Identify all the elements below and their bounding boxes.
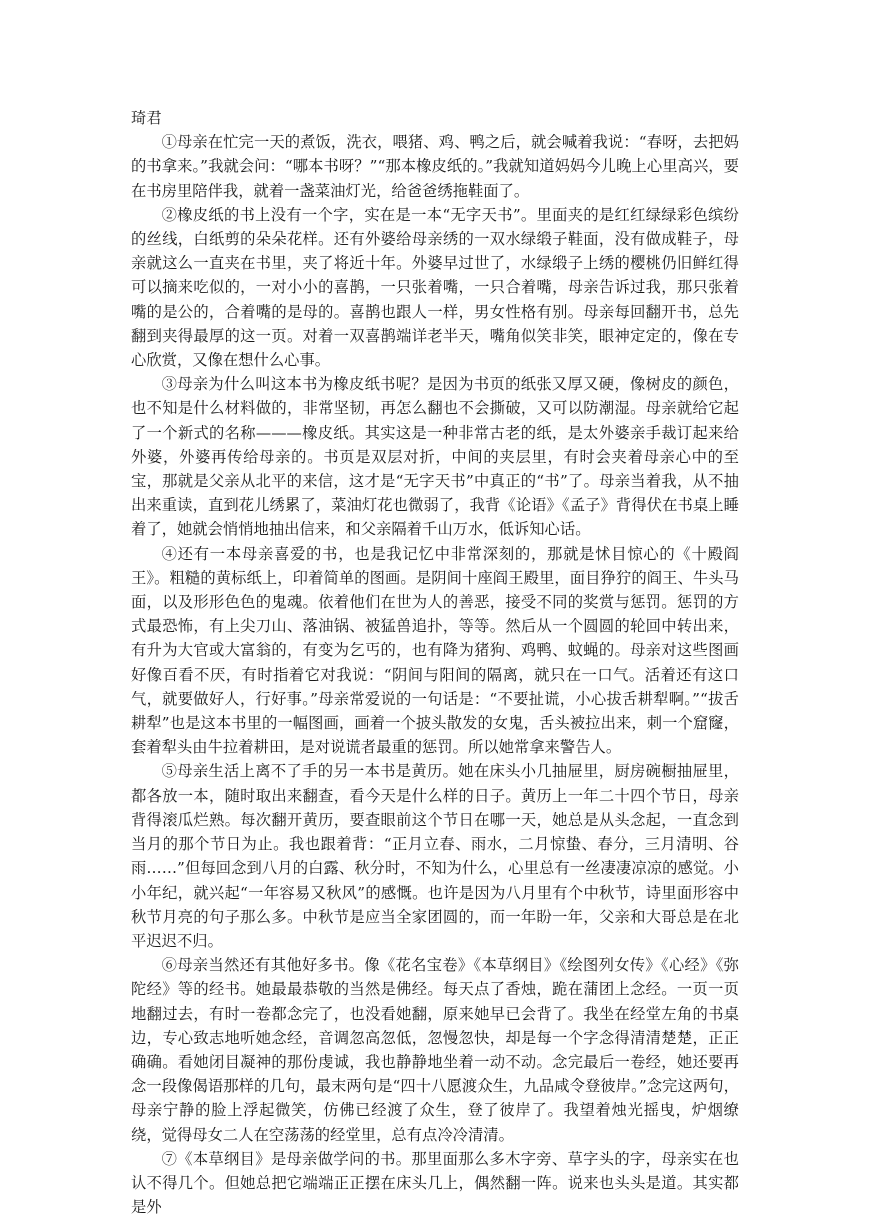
author-name: 琦君 <box>131 109 162 127</box>
paragraph-6: ⑥母亲当然还有其他好多书。像《花名宝卷》《本草纲目》《绘图列女传》《心经》《弥陀经》等的经书。她最最恭敬的当然是佛经。每天点了香烛，跪在蒲团上念经。一页一页地翻过去，有时一卷都念完了，也没看她翻，原来她早已会背了。我坐在经堂左角的书桌边，专心致志地听她念经，音调忽高忽低，忽慢忽快，却是每一个字念得清清楚楚，正正确确。看她闭目凝神的那份虔诚，我也静静地坐着一动不动。念完最后一卷经，她还要再念一段像偈语那样的几句，最末两句是“四十八愿渡众生，九品咸令登彼岸。”念完这两句，母亲宁静的脸上浮起微笑，仿佛已经渡了众生，登了彼岸了。我望着烛光摇曳，炉烟缭绕，觉得母女二人在空荡荡的经堂里，总有点冷冷清清。 <box>131 956 739 1144</box>
paragraph-4: ④还有一本母亲喜爱的书，也是我记忆中非常深刻的，那就是怵目惊心的《十殿阎王》。粗糙的黄标纸上，印着简单的图画。是阴间十座阎王殿里，面目狰狞的阎王、牛头马面，以及形形色色的鬼魂。依着他们在世为人的善恶，接受不同的奖赏与惩罚。惩罚的方式最恐怖，有上尖刀山、落油锅、被猛兽追扑，等等。然后从一个圆圆的轮回中转出来，有升为大官或大富翁的，有变为乞丐的，也有降为猪狗、鸡鸭、蚊蝇的。母亲对这些图画好像百看不厌，有时指着它对我说：“阴间与阳间的隔离，就只在一口气。活着还有这口气，就要做好人，行好事。”母亲常爱说的一句话是：“不要扯谎，小心拔舌耕犁啊。”“拔舌耕犁”也是这本书里的一幅图画，画着一个披头散发的女鬼，舌头被拉出来，刺一个窟窿，套着犁头由牛拉着耕田，是对说谎者最重的惩罚。所以她常拿来警告人。 <box>131 544 739 757</box>
paragraph-7: ⑦《本草纲目》是母亲做学问的书。那里面那么多木字旁、草字头的字，母亲实在也认不得几个。但她总把它端端正正摆在床头几上，偶然翻一阵。说来也头头是道。其实都是外 <box>131 1149 739 1217</box>
paragraph-3: ③母亲为什么叫这本书为橡皮纸书呢？是因为书页的纸张又厚又硬，像树皮的颜色，也不知是什么材料做的，非常坚韧，再怎么翻也不会撕破，又可以防潮湿。母亲就给它起了一个新式的名称———橡皮纸。其实这是一种非常古老的纸，是太外婆亲手裁订起来给外婆，外婆再传给母亲的。书页是双层对折，中间的夹层里，有时会夹着母亲心中的至宝，那就是父亲从北平的来信，这才是“无字天书”中真正的“书”了。母亲当着我，从不抽出来重读，直到花儿绣累了，菜油灯花也微弱了，我背《论语》《孟子》背得伏在书桌上睡着了，她就会悄悄地抽出信来，和父亲隔着千山万水，低诉知心话。 <box>131 375 739 539</box>
paragraph-1: ①母亲在忙完一天的煮饭，洗衣，喂猪、鸡、鸭之后，就会喊着我说：“春呀，去把妈的书拿来。”我就会问：“哪本书呀？”“那本橡皮纸的。”我就知道妈妈今儿晚上心里高兴，要在书房里陪伴我，就着一盏菜油灯光，给爸爸绣拖鞋面了。 <box>131 133 739 200</box>
paragraph-5: ⑤母亲生活上离不了手的另一本书是黄历。她在床头小几抽屉里，厨房碗橱抽屉里，都各放一本，随时取出来翻查，看今天是什么样的日子。黄历上一年二十四个节日，母亲背得滚瓜烂熟。每次翻开黄历，要查眼前这个节日在哪一天，她总是从头念起，一直念到当月的那个节日为止。我也跟着背：“正月立春、雨水，二月惊蛰、春分，三月清明、谷雨……”但每回念到八月的白露、秋分时，不知为什么，心里总有一丝凄凄凉凉的感觉。小小年纪，就兴起“一年容易又秋风”的感慨。也许是因为八月里有个中秋节，诗里面形容中秋节月亮的句子那么多。中秋节是应当全家团圆的，而一年盼一年，父亲和大哥总是在北平迟迟不归。 <box>131 762 739 950</box>
paragraph-2: ②橡皮纸的书上没有一个字，实在是一本“无字天书”。里面夹的是红红绿绿彩色缤纷的丝线，白纸剪的朵朵花样。还有外婆给母亲绣的一双水绿缎子鞋面，没有做成鞋子，母亲就这么一直夹在书里，夹了将近十年。外婆早过世了，水绿缎子上绣的樱桃仍旧鲜红得可以摘来吃似的，一对小小的喜鹊，一只张着嘴，一只合着嘴，母亲告诉过我，那只张着嘴的是公的，合着嘴的是母的。喜鹊也跟人一样，男女性格有别。母亲每回翻开书，总先翻到夹得最厚的这一页。对着一双喜鹊端详老半天，嘴角似笑非笑，眼神定定的，像在专心欣赏，又像在想什么心事。 <box>131 205 739 370</box>
article-page <box>131 106 739 1219</box>
